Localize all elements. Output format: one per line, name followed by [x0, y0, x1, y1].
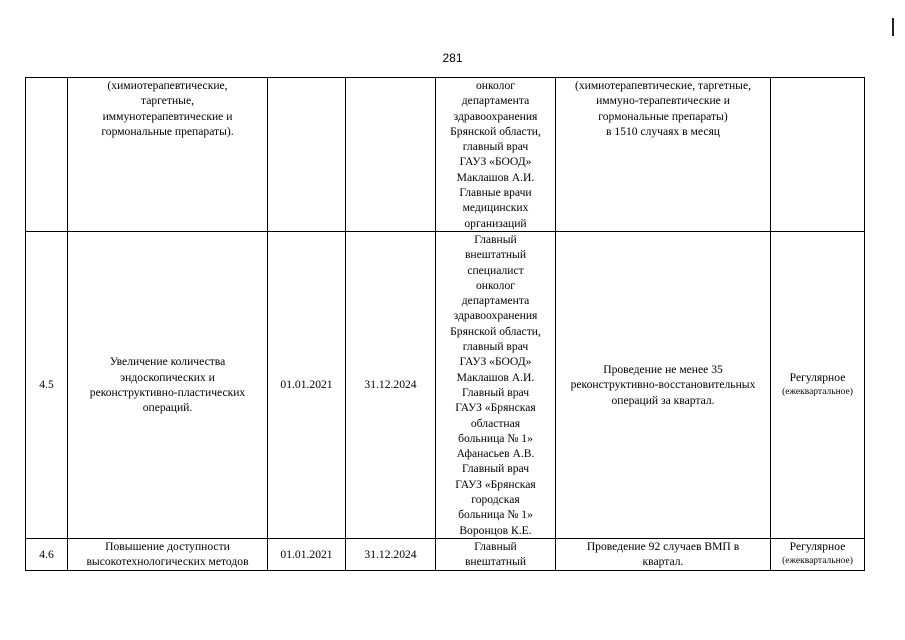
plan-table [25, 77, 865, 571]
table-row [26, 78, 865, 232]
event-cell: Увеличение количества эндоскопических и реконструктивно-пластических операций. [68, 231, 268, 538]
scan-edge-mark [892, 18, 894, 36]
start-date-cell [268, 78, 346, 232]
end-date-cell: 31.12.2024 [346, 231, 436, 538]
row-number-cell [26, 78, 68, 232]
page-number: 281 [442, 51, 463, 65]
start-date-cell: 01.01.2021 [268, 231, 346, 538]
responsible-cell: Главный внештатный специалист онколог департамента здравоохранения Брянской области, главный врач ГАУЗ «БООД» Маклашов А.И. Главный врач ГАУЗ «Брянская областная больница № 1» Афанасьев А.В. Главный врач ГАУЗ «Брянская городская больница № 1» Воронцов К.Е. [436, 231, 556, 538]
result-cell: Проведение не менее 35 реконструктивно-восстановительных операций за квартал. [556, 231, 771, 538]
frequency-cell: Регулярное (ежеквартальное) [771, 538, 865, 570]
start-date-cell: 01.01.2021 [268, 538, 346, 570]
row-number-cell: 4.5 [26, 231, 68, 538]
event-cell: Повышение доступности высокотехнологических методов [68, 538, 268, 570]
responsible-cell: Главный внештатный [436, 538, 556, 570]
responsible-cell: онколог департамента здравоохранения Брянской области, главный врач ГАУЗ «БООД» Маклашов А.И. Главные врачи медицинских организаций [436, 78, 556, 232]
result-cell: (химиотерапевтические, таргетные, иммуно-терапевтические и гормональные препараты) в 1510 случаях в месяц [556, 78, 771, 232]
table-row [26, 231, 865, 538]
table-row [26, 538, 865, 570]
event-cell: (химиотерапевтические, таргетные, иммунотерапевтические и гормональные препараты). [68, 78, 268, 232]
end-date-cell: 31.12.2024 [346, 538, 436, 570]
frequency-cell [771, 78, 865, 232]
end-date-cell [346, 78, 436, 232]
frequency-cell: Регулярное (ежеквартальное) [771, 231, 865, 538]
row-number-cell: 4.6 [26, 538, 68, 570]
result-cell: Проведение 92 случаев ВМП в квартал. [556, 538, 771, 570]
